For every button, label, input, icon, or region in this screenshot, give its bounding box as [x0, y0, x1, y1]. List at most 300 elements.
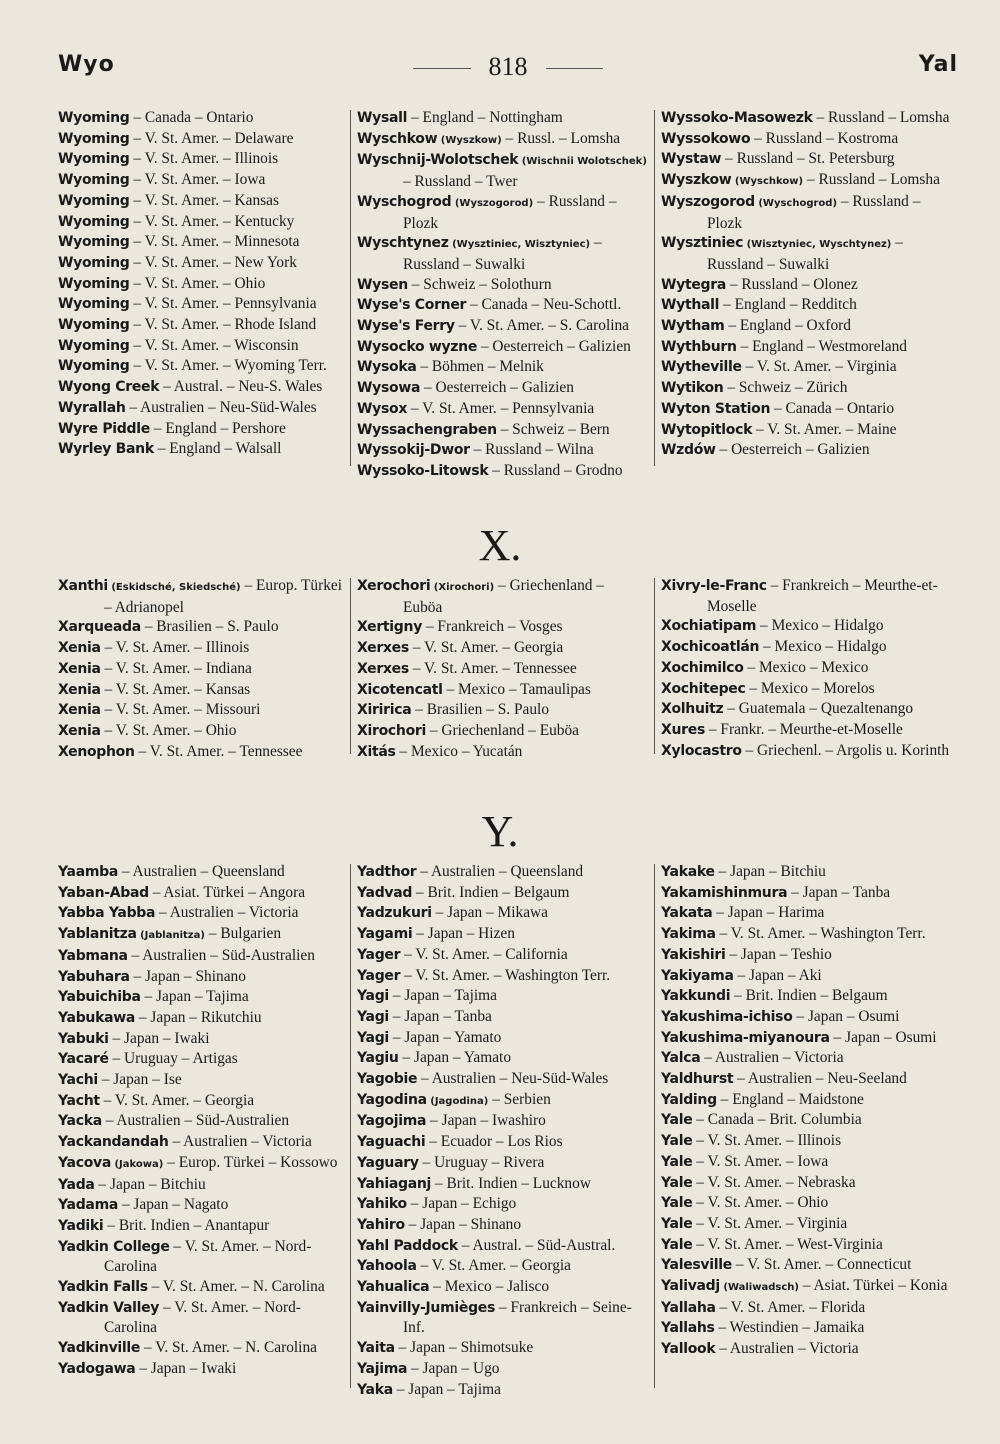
gazetteer-entry — [58, 212, 348, 233]
place-name: Yacaré — [58, 1051, 109, 1068]
place-name: Wyoming — [58, 192, 130, 209]
gazetteer-entry — [357, 862, 647, 883]
place-location: – Canada – Neu-Schottl. — [466, 296, 622, 314]
place-location: – England – Westmoreland — [736, 337, 907, 355]
gazetteer-entry — [58, 356, 348, 377]
place-location: – Australien – Neu-Seeland — [733, 1070, 907, 1088]
place-location: – V. St. Amer. – Georgia — [416, 1257, 571, 1275]
place-name: Wyssokowo — [661, 130, 751, 147]
place-location: – Japan – Ise — [97, 1071, 182, 1089]
place-location: – Griechenl. – Argolis u. Korinth — [741, 741, 950, 759]
place-name: Yabuki — [58, 1030, 109, 1047]
gazetteer-entry — [661, 658, 951, 679]
place-location: – Brit. Indien – Belgaum — [412, 883, 570, 901]
place-location: – Japan – Tanba — [787, 883, 891, 901]
gazetteer-entry — [58, 170, 348, 191]
column-3 — [661, 108, 951, 461]
place-name: Wzdów — [661, 442, 716, 459]
place-name: Yakkundi — [661, 988, 731, 1005]
gazetteer-entry — [357, 986, 647, 1007]
place-location: – Australien – Süd-Australien — [101, 1112, 290, 1130]
place-name: Wysall — [357, 110, 408, 126]
place-location: – Japan – Bitchiu — [94, 1175, 206, 1193]
place-location: – Japan – Iwaki — [108, 1029, 210, 1047]
gazetteer-entry — [661, 1028, 951, 1049]
gazetteer-entry — [661, 1318, 951, 1339]
place-location: – Europ. Türkei – Adrianopel — [104, 577, 343, 616]
gazetteer-entry — [58, 108, 348, 129]
gazetteer-entry — [357, 1111, 647, 1132]
gazetteer-entry — [357, 1215, 647, 1236]
place-location: – Canada – Ontario — [770, 399, 895, 417]
gazetteer-entry — [357, 742, 647, 763]
section-letter-x: X. — [478, 521, 522, 570]
place-name: Yadama — [58, 1197, 119, 1214]
gazetteer-entry — [661, 149, 951, 170]
place-location: – Japan – Rikutchiu — [135, 1008, 262, 1026]
place-location: – V. St. Amer. – California — [400, 945, 568, 963]
gazetteer-entry — [58, 659, 348, 680]
place-name: Wyoming — [58, 234, 130, 251]
gazetteer-entry — [661, 1152, 951, 1173]
place-name: Yakake — [661, 864, 715, 880]
place-location: – Brit. Indien – Anantapur — [103, 1216, 270, 1234]
gazetteer-entry — [357, 1153, 647, 1174]
place-location: – Oesterreich – Galizien — [715, 441, 870, 459]
place-name: Wyoming — [58, 130, 130, 147]
place-location: – Ecuador – Los Rios — [425, 1133, 563, 1151]
place-location: – Mexico – Yucatán — [395, 742, 523, 760]
place-location: – Schweiz – Bern — [496, 420, 610, 438]
gazetteer-entry — [58, 1237, 348, 1277]
gazetteer-entry — [661, 1048, 951, 1069]
place-location: – Russland – Plozk — [707, 192, 921, 232]
gazetteer-entry — [661, 1007, 951, 1028]
place-name: Wyoming — [58, 337, 130, 354]
place-name: Wythburn — [661, 338, 737, 355]
place-location: – V. St. Amer. – N. Carolina — [147, 1278, 325, 1296]
place-name: Yadiki — [58, 1217, 104, 1234]
variant-name: (Wisztyniec, Wyschtynez) — [743, 239, 892, 251]
page-header — [58, 52, 958, 92]
place-name: Xochiatipam — [661, 618, 757, 635]
place-location: – Japan – Shimotsuke — [394, 1339, 534, 1357]
place-location: – Russland – Twer — [403, 173, 518, 191]
place-location: – Japan – Harima — [712, 904, 825, 922]
place-location: – Australien – Victoria — [715, 1340, 859, 1358]
gazetteer-entry — [357, 129, 647, 151]
gazetteer-entry — [58, 315, 348, 336]
place-name: Yadkin Falls — [58, 1279, 148, 1296]
gazetteer-entry — [661, 924, 951, 945]
place-location: – England – Maidstone — [716, 1090, 864, 1108]
place-location: – Japan – Echigo — [406, 1195, 517, 1213]
place-location: – Frankr. – Meurthe-et-Moselle — [705, 720, 903, 738]
gazetteer-entry — [661, 357, 951, 378]
gazetteer-entry — [661, 862, 951, 883]
place-name: Xirochori — [357, 722, 427, 739]
gazetteer-entry — [357, 1090, 647, 1112]
place-location: – Japan – Yamato — [398, 1049, 512, 1067]
place-location: – V. St. Amer. – Georgia — [99, 1091, 255, 1109]
gazetteer-entry — [357, 440, 647, 461]
gazetteer-entry — [357, 883, 647, 904]
gazetteer-entry — [661, 1276, 951, 1298]
place-location: – Austral. – Süd-Austral. — [457, 1236, 616, 1254]
place-location: – Japan – Osumi — [792, 1007, 900, 1025]
place-name: Yachi — [58, 1072, 98, 1089]
gazetteer-entry — [661, 1193, 951, 1214]
place-location: – Schweiz – Solothurn — [407, 275, 552, 293]
gazetteer-entry — [58, 1153, 348, 1175]
gazetteer-entry — [357, 680, 647, 701]
place-location: – Japan – Nagato — [118, 1196, 229, 1214]
gazetteer-entry — [357, 420, 647, 441]
place-location: – Australien – Neu-Süd-Wales — [417, 1070, 609, 1088]
place-name: Xenia — [58, 681, 101, 698]
gazetteer-entry — [661, 337, 951, 358]
place-name: Xivry-le-Franc — [661, 578, 767, 594]
place-location: – V. St. Amer. – Ohio — [692, 1194, 829, 1212]
place-location: – V. St. Amer. – Kansas — [100, 680, 251, 698]
gazetteer-entry — [58, 924, 348, 946]
place-location: – Australien – Victoria — [700, 1049, 844, 1067]
gazetteer-entry — [661, 420, 951, 441]
place-location: – V. St. Amer. – Indiana — [100, 659, 252, 677]
gazetteer-entry — [357, 1338, 647, 1359]
gazetteer-entry — [58, 1070, 348, 1091]
place-name: Wytham — [661, 318, 725, 335]
place-name: Wyssoko-Masowezk — [661, 110, 813, 126]
gazetteer-entry — [357, 617, 647, 638]
place-name: Yale — [661, 1215, 693, 1232]
gazetteer-entry — [58, 232, 348, 253]
section-x — [58, 576, 958, 760]
gazetteer-entry — [357, 399, 647, 420]
place-location: – Japan – Hizen — [412, 925, 515, 943]
place-location: – Uruguay – Rivera — [418, 1153, 545, 1171]
gazetteer-entry — [357, 1194, 647, 1215]
gazetteer-entry — [58, 294, 348, 315]
gazetteer-entry — [661, 108, 951, 129]
place-name: Wyschogrod — [357, 193, 452, 210]
gazetteer-entry — [661, 192, 951, 233]
place-location: – V. St. Amer. – Georgia — [408, 639, 564, 657]
gazetteer-entry — [661, 440, 951, 461]
gazetteer-entry — [58, 253, 348, 274]
place-name: Yallahs — [661, 1320, 715, 1337]
place-name: Wyssoko-Litowsk — [357, 462, 489, 479]
place-name: Yacova — [58, 1154, 111, 1171]
column-rule — [350, 864, 351, 1388]
place-name: Yacka — [58, 1113, 102, 1130]
place-location: – Frankreich – Seine-Inf. — [403, 1298, 632, 1337]
place-location: – Böhmen – Melnik — [416, 358, 544, 376]
gazetteer-entry — [661, 1235, 951, 1256]
place-name: Yakiyama — [661, 967, 734, 984]
place-name: Yale — [661, 1236, 693, 1253]
gazetteer-entry — [357, 1007, 647, 1028]
place-name: Yagojima — [357, 1113, 427, 1130]
gazetteer-entry — [357, 192, 647, 233]
place-location: – England – Redditch — [719, 296, 857, 314]
place-location: – Japan – Shinano — [129, 967, 246, 985]
gazetteer-entry — [661, 1131, 951, 1152]
place-location: – Japan – Yamato — [388, 1028, 502, 1046]
place-location: – England – Walsall — [153, 440, 282, 458]
place-location: – Mexico – Jalisco — [429, 1278, 550, 1296]
column-rule — [654, 110, 655, 466]
column-rule — [350, 110, 351, 466]
place-name: Xenia — [58, 640, 101, 657]
place-name: Wyse's Ferry — [357, 318, 455, 335]
gazetteer-entry — [58, 1298, 348, 1338]
place-name: Wyoming — [58, 110, 130, 126]
place-location: – Japan – Bitchiu — [714, 863, 826, 880]
place-name: Wyschnij-Wolotschek — [357, 152, 519, 169]
place-location: – V. St. Amer. – Connecticut — [731, 1256, 912, 1274]
place-name: Yagi — [357, 1029, 389, 1046]
place-location: – Japan – Iwashiro — [426, 1112, 546, 1130]
gazetteer-entry — [357, 1256, 647, 1277]
column-2 — [357, 576, 647, 762]
gazetteer-entry — [58, 1029, 348, 1050]
gazetteer-entry — [357, 316, 647, 337]
variant-name: (Wyszogorod) — [451, 197, 534, 209]
place-name: Wytegra — [661, 276, 727, 293]
place-name: Yadkinville — [58, 1340, 141, 1357]
place-location: – Russland – Plozk — [403, 192, 617, 232]
section-letter-y: Y. — [481, 807, 519, 856]
column-1 — [58, 576, 348, 762]
place-name: Yale — [661, 1153, 693, 1170]
gazetteer-entry — [357, 1174, 647, 1195]
gazetteer-entry — [58, 1175, 348, 1196]
place-name: Xerochori — [357, 578, 431, 594]
place-location: – V. St. Amer. – Kentucky — [129, 212, 295, 230]
place-name: Xertigny — [357, 619, 423, 636]
gazetteer-entry — [58, 680, 348, 701]
variant-name: (Wyschogrod) — [754, 197, 838, 209]
gazetteer-entry — [357, 461, 647, 482]
gazetteer-entry — [357, 638, 647, 659]
place-location: – V. St. Amer. – Illinois — [129, 150, 279, 168]
column-1 — [58, 862, 348, 1380]
place-name: Yadkin College — [58, 1238, 170, 1255]
gazetteer-entry — [661, 295, 951, 316]
gazetteer-entry — [58, 967, 348, 988]
gazetteer-entry — [357, 357, 647, 378]
place-name: Xanthi — [58, 578, 108, 594]
place-name: Wyoming — [58, 275, 130, 292]
place-name: Yabuhara — [58, 968, 130, 985]
place-location: – V. St. Amer. – Nord-Carolina — [104, 1237, 312, 1276]
place-location: – Russland – Lomsha — [812, 109, 950, 126]
place-location: – Frankreich – Vosges — [422, 618, 563, 636]
gazetteer-entry — [58, 398, 348, 419]
place-location: – Japan – Tajima — [140, 988, 249, 1006]
place-name: Yadzukuri — [357, 905, 432, 922]
gazetteer-entry — [661, 1173, 951, 1194]
place-location: – V. St. Amer. – Pennsylvania — [129, 295, 317, 313]
place-name: Wyong Creek — [58, 379, 160, 396]
place-name: Yale — [661, 1174, 693, 1191]
gazetteer-entry — [357, 378, 647, 399]
place-name: Wysoka — [357, 359, 417, 376]
gazetteer-entry — [58, 1049, 348, 1070]
place-location: – Canada – Ontario — [129, 109, 254, 126]
place-name: Wysowa — [357, 380, 421, 397]
place-name: Xiririca — [357, 702, 412, 719]
place-location: – Frankreich – Meurthe-et-Moselle — [707, 577, 938, 615]
gazetteer-entry — [58, 617, 348, 638]
place-location: – England – Pershore — [149, 419, 286, 437]
place-location: – V. St. Amer. – Wyoming Terr. — [129, 357, 327, 375]
variant-name: (Jablanitza) — [136, 930, 205, 942]
place-name: Wyse's Corner — [357, 297, 467, 314]
place-location: – Japan – Tajima — [392, 1380, 501, 1398]
place-name: Xochitepec — [661, 680, 746, 697]
place-location: – Austral. – Neu-S. Wales — [159, 378, 323, 396]
gazetteer-entry — [357, 1069, 647, 1090]
gazetteer-entry — [357, 576, 647, 617]
place-name: Wytopitlock — [661, 421, 753, 438]
gazetteer-entry — [58, 336, 348, 357]
place-name: Yager — [357, 946, 401, 963]
gazetteer-entry — [661, 616, 951, 637]
gazetteer-entry — [357, 903, 647, 924]
column-1 — [58, 108, 348, 460]
place-name: Yada — [58, 1176, 95, 1193]
place-location: – V. St. Amer. – Ohio — [100, 721, 237, 739]
place-location: – V. St. Amer. – Pennsylvania — [407, 399, 595, 417]
place-name: Wyszkow — [661, 172, 732, 189]
place-name: Yabba Yabba — [58, 905, 156, 922]
place-name: Yale — [661, 1195, 693, 1212]
gazetteer-entry — [357, 337, 647, 358]
place-location: – V. St. Amer. – Delaware — [129, 129, 294, 147]
place-location: – Russland – Suwalki — [707, 234, 903, 273]
variant-name: (Eskidsché, Skiedsché) — [107, 582, 241, 593]
place-location: – Guatemala – Quezaltenango — [723, 700, 914, 718]
place-location: – V. St. Amer. – Virginia — [692, 1214, 848, 1232]
place-location: – Oesterreich – Galizien — [420, 379, 574, 397]
variant-name: (Wyschkow) — [731, 176, 804, 188]
place-name: Xerxes — [357, 640, 409, 657]
place-name: Yalca — [661, 1050, 701, 1067]
gazetteer-entry — [357, 1028, 647, 1049]
column-2 — [357, 862, 647, 1400]
place-location: – V. St. Amer. – Nord-Carolina — [104, 1298, 301, 1337]
place-location: – Mexico – Morelos — [745, 679, 875, 697]
gazetteer-entry — [357, 295, 647, 316]
place-name: Yainvilly-Jumièges — [357, 1299, 496, 1316]
gazetteer-entry — [661, 1339, 951, 1360]
place-name: Wyre Piddle — [58, 420, 150, 437]
gazetteer-entry — [58, 419, 348, 440]
gazetteer-entry — [661, 986, 951, 1007]
place-name: Yabuichiba — [58, 989, 141, 1006]
place-name: Yalesville — [661, 1257, 732, 1274]
gazetteer-entry — [661, 1298, 951, 1319]
place-name: Yaban-Abad — [58, 884, 149, 901]
place-location: – Bulgarien — [204, 925, 282, 943]
gazetteer-entry — [58, 1091, 348, 1112]
place-name: Yackandandah — [58, 1134, 169, 1151]
place-location: – Japan – Aki — [733, 966, 822, 984]
place-name: Yahoola — [357, 1258, 417, 1275]
place-name: Xolhuitz — [661, 701, 724, 718]
variant-name: (Jagodina) — [426, 1095, 489, 1107]
place-name: Wyrley Bank — [58, 441, 154, 458]
place-name: Wyoming — [58, 358, 130, 375]
gazetteer-entry — [58, 1195, 348, 1216]
place-name: Xerxes — [357, 660, 409, 677]
place-name: Wytikon — [661, 380, 724, 397]
gazetteer-entry — [357, 1359, 647, 1380]
place-location: – Russl. – Lomsha — [501, 129, 621, 147]
place-name: Yakushima-miyanoura — [661, 1029, 830, 1046]
gazetteer-entry — [661, 1069, 951, 1090]
gazetteer-entry — [58, 1277, 348, 1298]
place-name: Yale — [661, 1133, 693, 1150]
place-name: Yallaha — [661, 1299, 716, 1316]
gazetteer-entry — [58, 721, 348, 742]
place-location: – V. St. Amer. – S. Carolina — [454, 317, 630, 335]
place-location: – V. St. Amer. – New York — [129, 253, 297, 271]
place-name: Wyschkow — [357, 130, 438, 147]
gazetteer-entry — [661, 903, 951, 924]
place-name: Yaita — [357, 1340, 395, 1357]
place-name: Yajima — [357, 1360, 408, 1377]
gazetteer-entry — [357, 150, 647, 191]
gazetteer-entry — [661, 720, 951, 741]
place-location: – Japan – Teshio — [725, 945, 832, 963]
header-right-guide-word: Yal — [918, 52, 958, 77]
gazetteer-entry — [58, 638, 348, 659]
place-name: Yabukawa — [58, 1009, 136, 1026]
place-name: Wyssokij-Dwor — [357, 442, 470, 459]
place-location: – Brasilien – S. Paulo — [140, 618, 279, 636]
place-name: Yacht — [58, 1092, 100, 1109]
place-name: Xarqueada — [58, 619, 141, 636]
place-location: – Japan – Mikawa — [431, 904, 548, 922]
gazetteer-entry — [661, 170, 951, 192]
header-left-guide-word: Wyo — [58, 52, 115, 77]
gazetteer-entry — [357, 1298, 647, 1338]
place-name: Wyton Station — [661, 400, 771, 417]
place-location: – Australien – Queensland — [118, 863, 285, 880]
place-location: – Russland – St. Petersburg — [721, 150, 895, 168]
place-name: Wyssachengraben — [357, 421, 497, 438]
place-name: Xicotencatl — [357, 681, 443, 698]
place-location: – Mexico – Mexico — [743, 658, 869, 676]
column-rule — [654, 864, 655, 1388]
variant-name: (Xirochori) — [430, 582, 495, 593]
place-name: Wyoming — [58, 213, 130, 230]
place-name: Yallook — [661, 1341, 716, 1358]
gazetteer-entry — [661, 129, 951, 150]
place-location: – Asiat. Türkei – Konia — [798, 1277, 948, 1295]
gazetteer-entry — [357, 1277, 647, 1298]
place-name: Yakushima-ichiso — [661, 1008, 793, 1025]
place-name: Yaamba — [58, 864, 119, 880]
place-name: Wyoming — [58, 151, 130, 168]
variant-name: (Wischnii Wolotschek) — [518, 156, 647, 168]
gazetteer-entry — [357, 721, 647, 742]
gazetteer-entry — [661, 883, 951, 904]
gazetteer-entry — [58, 883, 348, 904]
